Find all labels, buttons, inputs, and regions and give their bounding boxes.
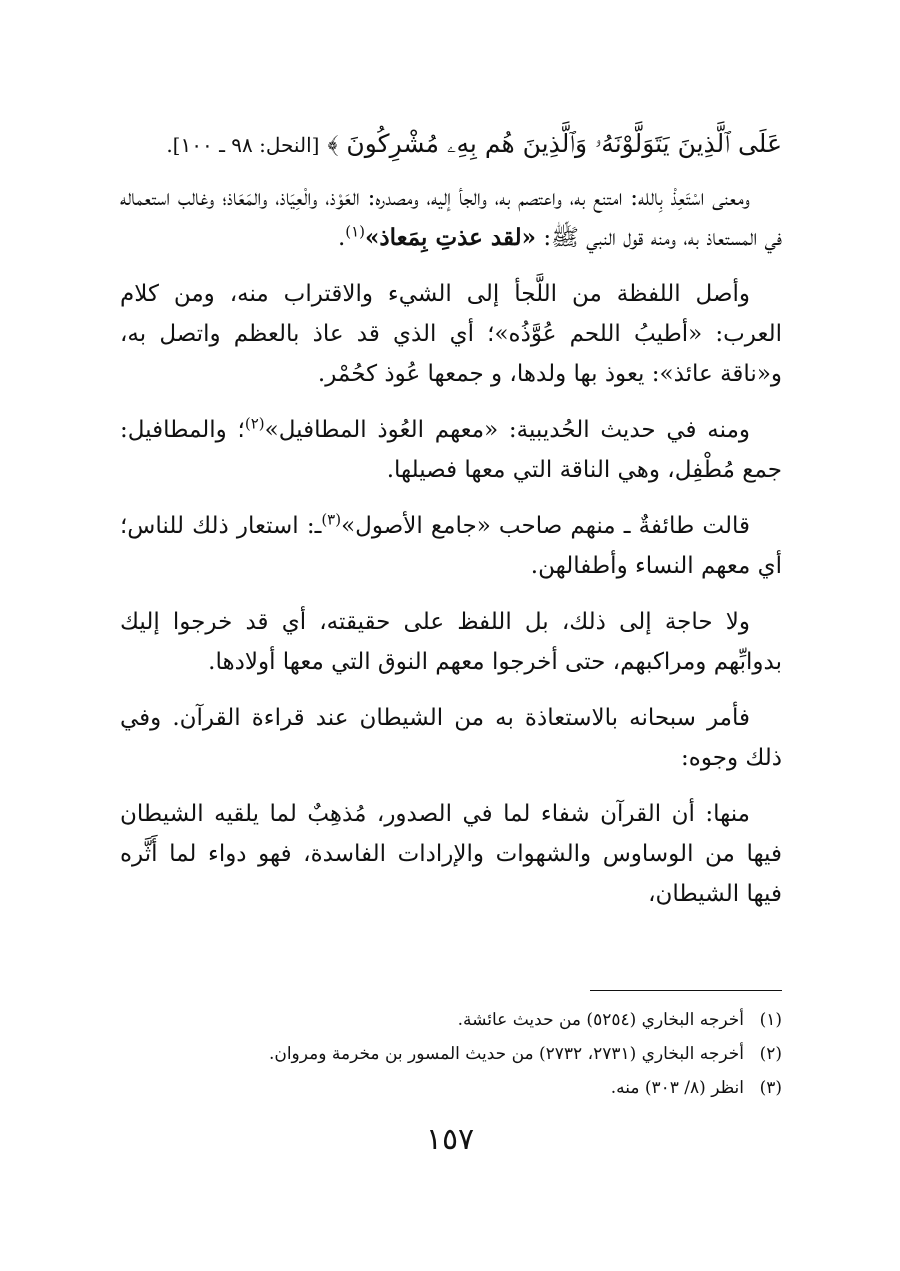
footnote-number: (٣) (759, 1078, 782, 1098)
paragraph-meaning-of-istiadha (120, 178, 782, 258)
paragraph-text: فأمر سبحانه بالاستعاذة به من الشيطان عند قراءة القرآن. وفي ذلك وجوه: (120, 705, 782, 771)
paragraph-command-istiadha (120, 698, 782, 778)
page-number: ١٥٧ (425, 1122, 475, 1157)
paragraph-text: منها: أن القرآن شفاء لما في الصدور، مُذهِبٌ لما يلقيه الشيطان فيها من الوساوس والشهوات والإرادات الفاسدة، فهو دواء لما أَثَّره فيها الشيطان، (120, 801, 782, 907)
paragraph-literal-meaning (120, 602, 782, 682)
hadith-quote: «لقد عذتِ بِمَعاذ» (365, 224, 537, 251)
footnote-divider (590, 990, 782, 991)
paragraph-text: وأصل اللفظة من اللَّجأ إلى الشيء والاقتراب منه، ومن كلام العرب: «أطيبُ اللحم عُوَّذُه»؛ أي الذي قد عاذ بالعظم واتصل به، و«ناقة عائذ»: يعوذ بها ولدها، و جمعها عُوذ كحُمْر. (120, 281, 782, 387)
paragraph-text: قالت طائفةٌ ـ منهم صاحب «جامع الأصول» (341, 513, 751, 539)
quran-verse-line (120, 118, 782, 170)
paragraph-origin-of-word (120, 274, 782, 394)
footnote-marker-2: (٢) (244, 414, 265, 433)
footnote-3 (120, 1071, 782, 1105)
sentence-end: . (337, 225, 346, 251)
paragraph-text: ولا حاجة إلى ذلك، بل اللفظ على حقيقته، أي قد خرجوا إليك بدوابِّهم ومراكبهم، حتى أخرجوا معهم النوق التي معها أولادها. (120, 609, 782, 675)
main-text (120, 118, 782, 930)
footnote-marker-3: (٣) (321, 510, 342, 529)
paragraph-text: ومنه في حديث الحُديبية: «معهم العُوذ المطافيل» (264, 417, 751, 443)
footnote-text: انظر (٨/ ٣٠٣) منه. (610, 1078, 744, 1098)
footnote-number: (٢) (759, 1044, 782, 1064)
footnote-marker-1: (١) (345, 222, 366, 241)
footnote-text: أخرجه البخاري (٥٢٥٤) من حديث عائشة. (457, 1010, 744, 1030)
paragraph-hudaybiya (120, 410, 782, 490)
footnote-2 (120, 1037, 782, 1071)
footnote-number: (١) (759, 1010, 782, 1030)
paragraph-text-rest: ؛ والمطافيل: جمع مُطْفِل، وهي الناقة التي معها فصيلها. (120, 417, 782, 483)
paragraph-text-rest: ـ: استعار ذلك للناس؛ أي معهم النساء وأطفالهن. (120, 513, 782, 579)
footnote-1 (120, 1003, 782, 1037)
paragraph-quran-cure (120, 794, 782, 914)
footnote-text: أخرجه البخاري (٢٧٣١، ٢٧٣٢) من حديث المسور بن مخرمة ومروان. (268, 1044, 744, 1064)
verse-reference: [النحل: ٩٨ ـ ١٠٠]. (166, 133, 320, 157)
quran-verse-text: عَلَى ٱلَّذِينَ يَتَوَلَّوْنَهُۥ وَٱلَّذِينَ هُم بِهِۦ مُشْرِكُونَ ﴾ (327, 129, 782, 158)
footnotes (120, 1003, 782, 1105)
paragraph-text: ومعنى اسْتَعِذْ بِالله: امتنع به، واعتصم به، والجأ إليه، ومصدره: العَوْذ، والْعِيَاذ، والمَعَاذ؛ وغالب استعماله في المستعاذ به، ومنه قول النبي ﷺ: (120, 185, 782, 251)
paragraph-jami-al-usul (120, 506, 782, 586)
